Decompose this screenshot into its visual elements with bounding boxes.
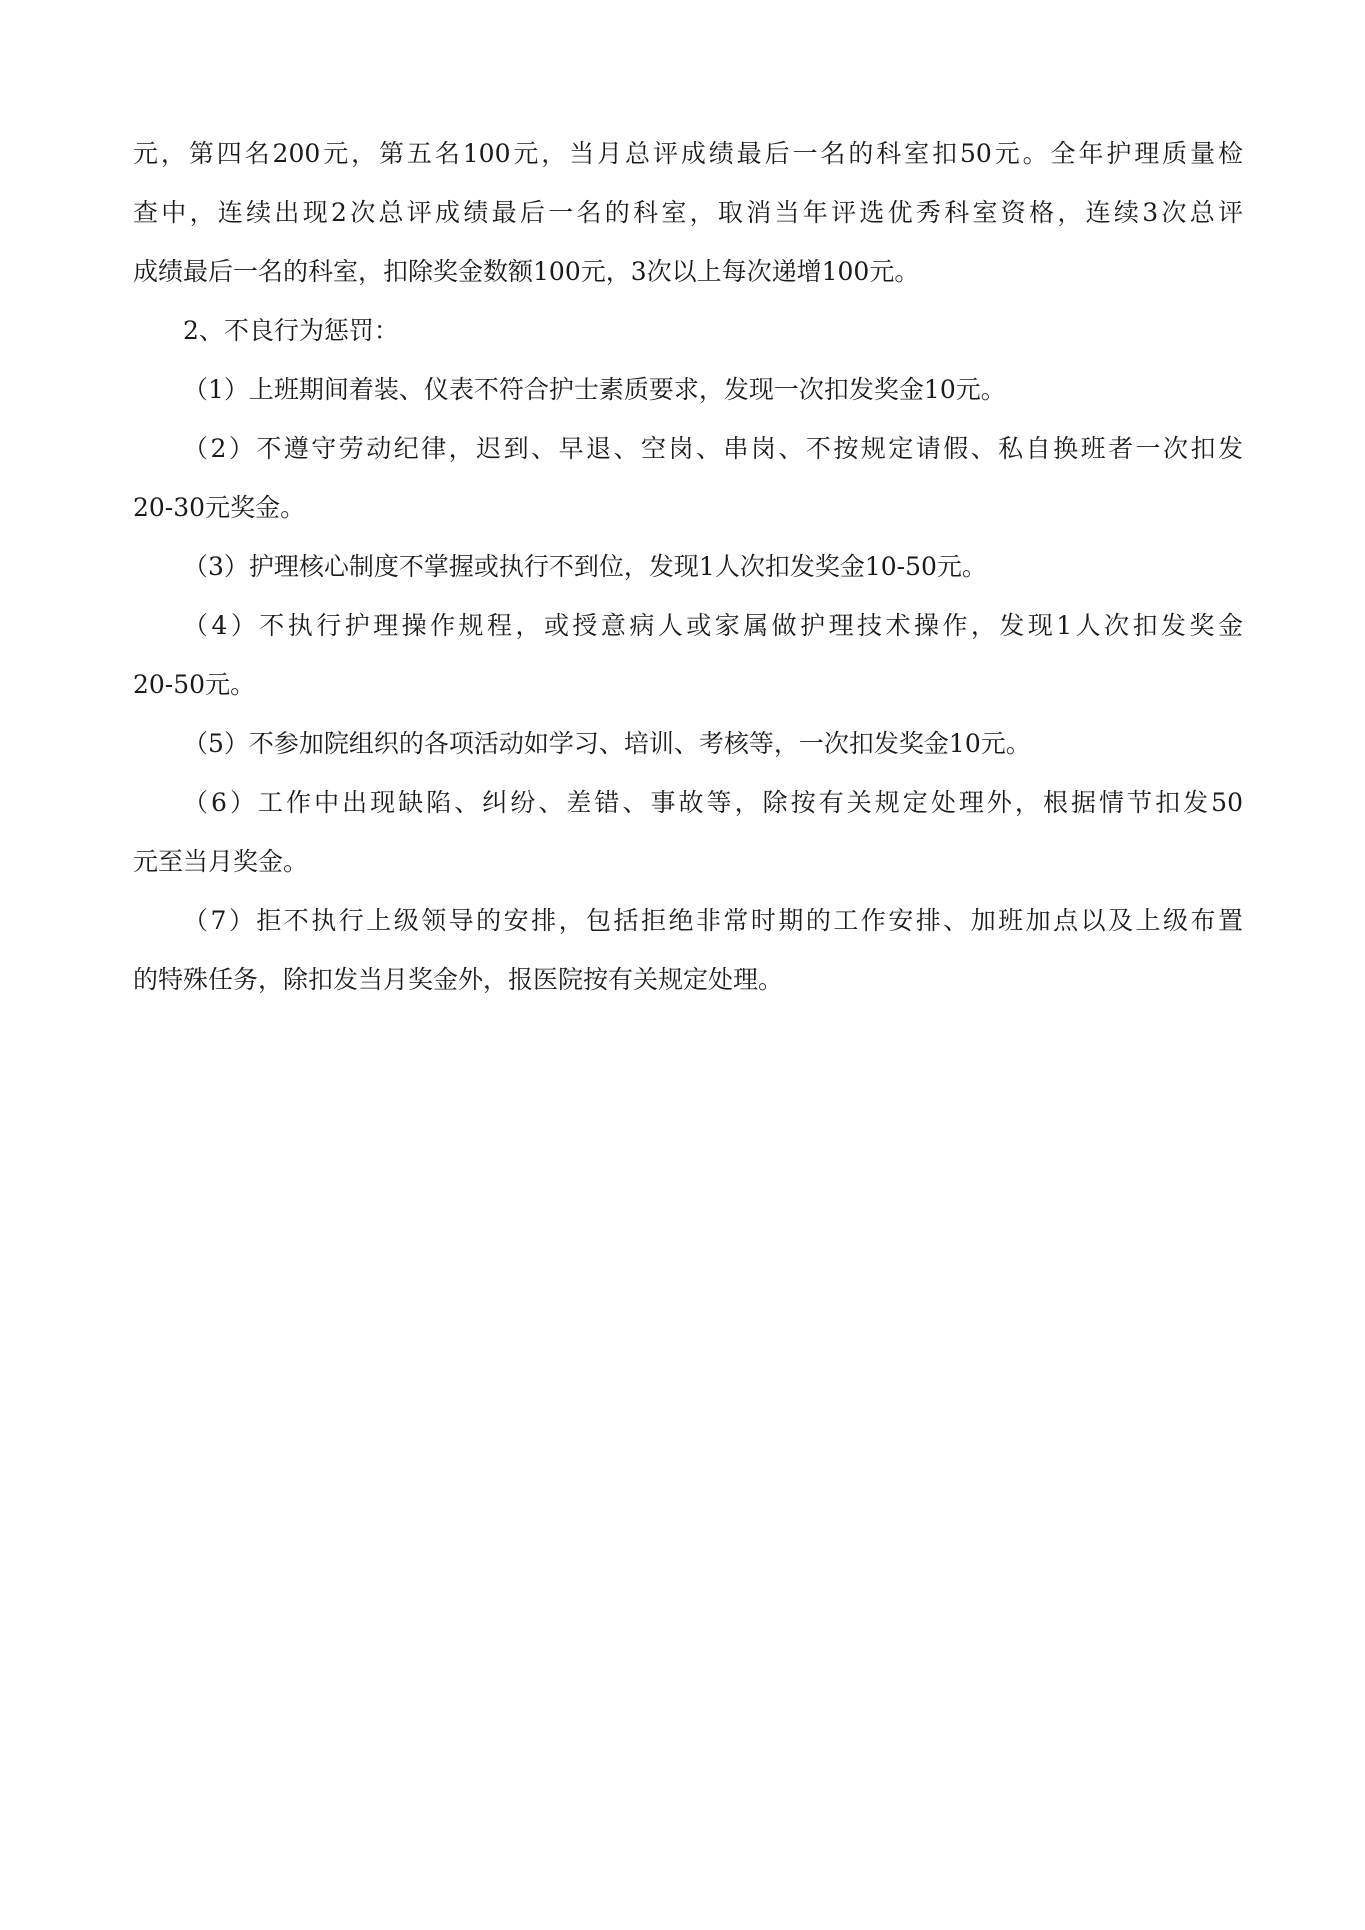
- list-item-1: [133, 360, 1243, 419]
- text-line: （7）拒不执行上级领导的安排，包括拒绝非常时期的工作安排、加班加点以及上级布置: [183, 906, 1243, 935]
- text-line: （4）不执行护理操作规程，或授意病人或家属做护理技术操作，发现1人次扣发奖金: [183, 611, 1243, 640]
- text-line: 2、不良行为惩罚：: [183, 316, 399, 345]
- paragraph-awards-continued: [133, 124, 1243, 301]
- text-line: （3）护理核心制度不掌握或执行不到位，发现1人次扣发奖金10-50元。: [183, 552, 987, 581]
- text-line: 元至当月奖金。: [133, 847, 309, 876]
- text-line: 的特殊任务，除扣发当月奖金外，报医院按有关规定处理。: [133, 965, 784, 994]
- text-line: 查中，连续出现2次总评成绩最后一名的科室，取消当年评选优秀科室资格，连续3次总评: [133, 198, 1243, 227]
- list-item-3: [133, 537, 1243, 596]
- text-line: 成绩最后一名的科室，扣除奖金数额100元，3次以上每次递增100元。: [133, 257, 920, 286]
- list-item-7: [133, 891, 1243, 1009]
- section-heading-misconduct: [133, 301, 1243, 360]
- text-line: （2）不遵守劳动纪律，迟到、早退、空岗、串岗、不按规定请假、私自换班者一次扣发: [183, 434, 1243, 463]
- text-line: （5）不参加院组织的各项活动如学习、培训、考核等，一次扣发奖金10元。: [183, 729, 1031, 758]
- text-line: 元，第四名200元，第五名100元，当月总评成绩最后一名的科室扣50元。全年护理质量检: [133, 139, 1243, 168]
- list-item-4: [133, 596, 1243, 714]
- document-body: [133, 124, 1243, 1009]
- list-item-2: [133, 419, 1243, 537]
- list-item-6: [133, 773, 1243, 891]
- text-line: （1）上班期间着装、仪表不符合护士素质要求，发现一次扣发奖金10元。: [183, 375, 1006, 404]
- text-line: 20-30元奖金。: [133, 493, 306, 522]
- list-item-5: [133, 714, 1243, 773]
- text-line: （6）工作中出现缺陷、纠纷、差错、事故等，除按有关规定处理外，根据情节扣发50: [183, 788, 1243, 817]
- text-line: 20-50元。: [133, 670, 256, 699]
